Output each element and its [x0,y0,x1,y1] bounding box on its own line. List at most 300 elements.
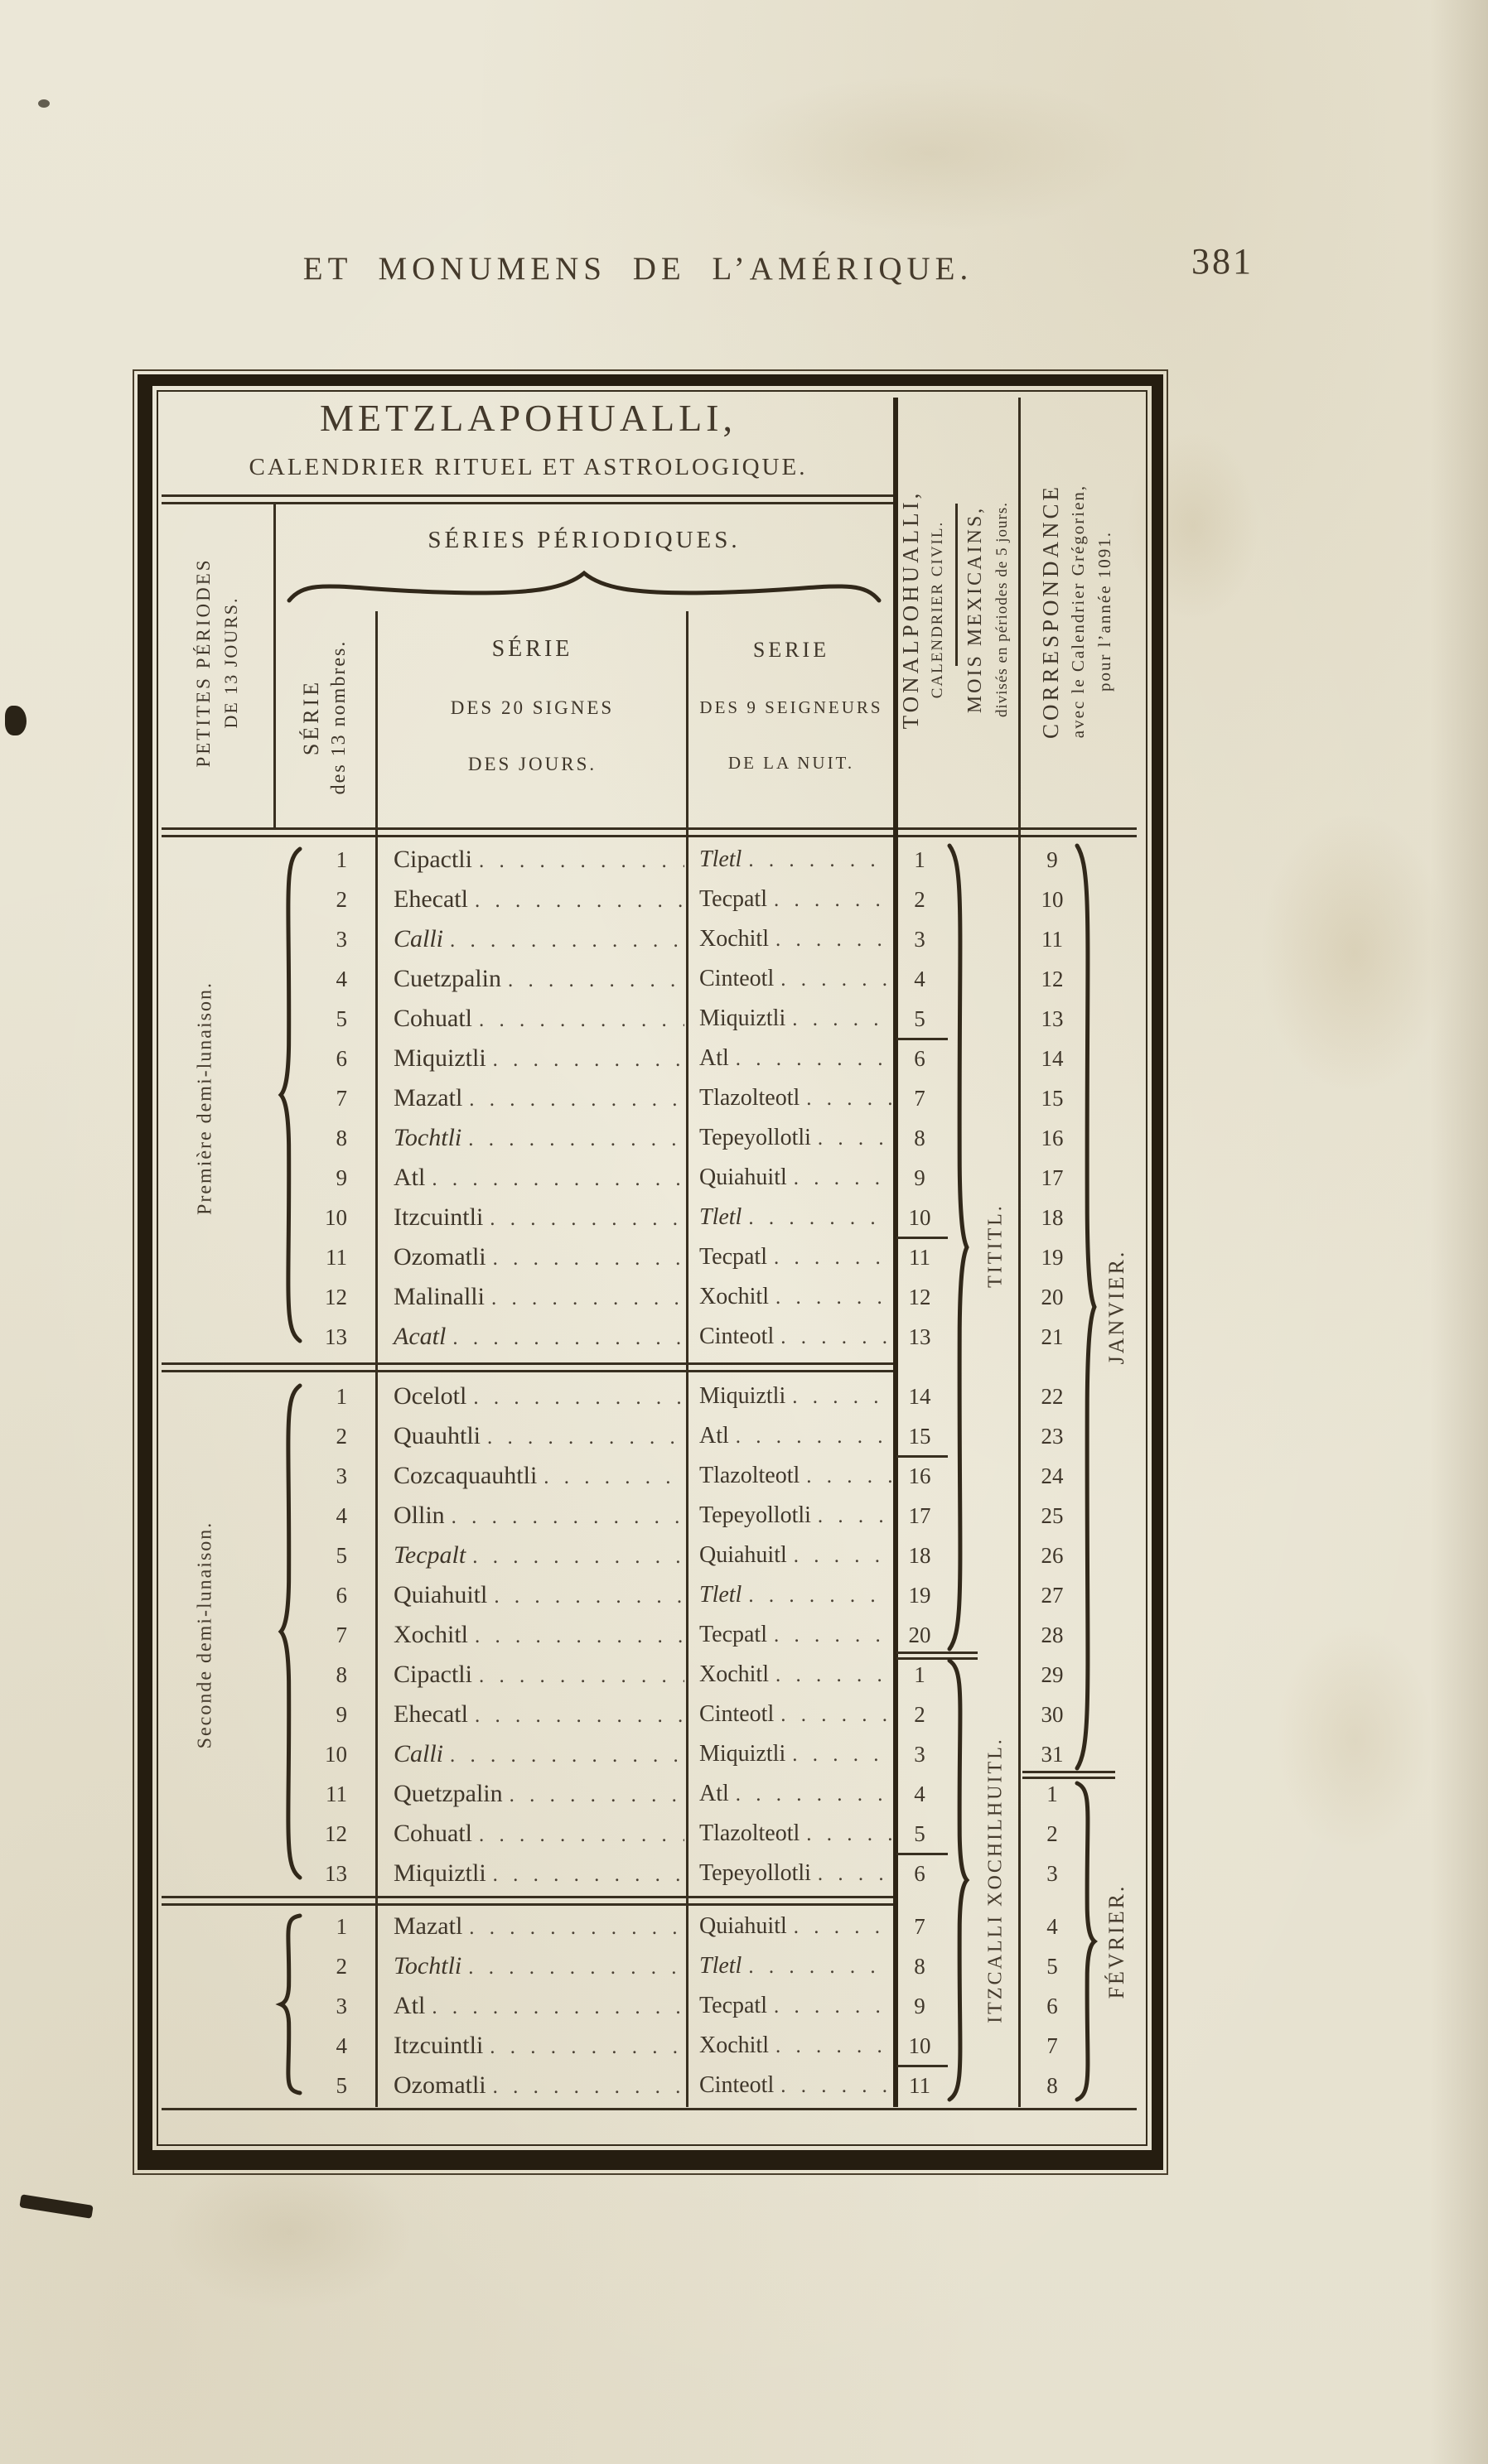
paper-stain [1276,1623,1433,1855]
night-lord-name: Tepeyollotli [699,1125,811,1150]
day-sign-name: Cozcaquauhtli [394,1462,538,1489]
table-row [162,1317,1137,1357]
day-sign-name: Malinalli [394,1283,485,1310]
demi-lunaison-cell [162,1946,273,1986]
civil-day-number: 8 [914,1953,925,1979]
dot-leader [493,1243,684,1271]
gregorian-day-number: 12 [1041,966,1064,991]
day-sign-name: Quiahuitl [394,1581,488,1608]
dot-leader [493,1859,684,1888]
demi-lunaison-cell [162,1496,273,1536]
gregorian-day-number: 4 [1046,1913,1058,1939]
day-number-cell: 9 [336,1164,347,1190]
dot-leader [736,1781,891,1807]
dot-leader [792,1383,891,1410]
dot-leader [475,885,684,914]
night-lord-cell [688,1118,895,1158]
civil-day-number: 11 [909,2072,930,2098]
table-row [162,1158,1137,1198]
paper-stain [713,75,1143,232]
ink-speck [19,2194,93,2219]
day-sign-cell [377,840,688,880]
night-lord-name: Quiahuitl [699,1164,787,1190]
day-sign-cell [377,1377,688,1416]
dot-leader [469,1084,684,1112]
day-sign-name: Cohuatl [394,1820,472,1847]
night-lord-cell [688,999,895,1039]
ink-speck [5,706,27,735]
night-lord-cell [688,1655,895,1695]
dot-leader [450,1740,684,1768]
night-lord-cell [688,1456,895,1496]
civil-day-number: 1 [914,1661,925,1687]
night-lord-cell [688,1317,895,1357]
dot-leader [748,846,891,873]
night-lord-cell [688,1158,895,1198]
table-row [162,1575,1137,1615]
gregorian-day-number: 26 [1041,1542,1064,1568]
demi-lunaison-cell [162,2066,273,2105]
col-header-tonalpohualli: TONALPOHUALLI, CALENDRIER CIVIL. [898,489,946,730]
table-row [162,880,1137,919]
dot-leader [450,925,684,953]
day-sign-name: Quauhtli [394,1422,481,1449]
dot-leader [794,1164,891,1191]
col-header-20-signes: SÉRIE DES 20 SIGNES DES JOURS. [450,636,615,774]
table-row [162,1615,1137,1655]
dot-leader [736,1045,891,1072]
gregorian-day-number: 23 [1041,1423,1064,1449]
night-lord-cell [688,2026,895,2066]
night-lord-cell [688,1039,895,1078]
gregorian-day-number: 28 [1041,1622,1064,1647]
day-sign-cell [377,1496,688,1536]
dot-leader [806,1085,891,1111]
gregorian-day-number: 7 [1046,2032,1058,2058]
day-sign-cell [377,1078,688,1118]
day-number-cell: 3 [336,1463,347,1488]
civil-day-number: 2 [914,1701,925,1727]
night-lord-name: Xochitl [699,926,769,952]
night-lord-name: Miquiztli [699,1005,786,1031]
dot-leader [736,1423,891,1449]
civil-day-number: 10 [908,2032,931,2058]
dot-leader [432,1992,684,2020]
dot-leader [544,1462,684,1490]
day-sign-name: Calli [394,925,444,952]
night-lord-name: Quiahuitl [699,1913,787,1939]
night-lord-cell [688,1198,895,1237]
table-row [162,2026,1137,2066]
demi-lunaison-cell [162,919,273,959]
day-number-cell: 2 [336,1953,347,1979]
day-sign-cell [377,919,688,959]
day-sign-name: Tochtli [394,1124,462,1151]
gregorian-day-number: 9 [1046,846,1058,872]
day-number-cell: 10 [325,1741,347,1767]
dot-leader [468,1952,684,1980]
dot-leader [748,1953,891,1979]
table-row [162,919,1137,959]
night-lord-cell [688,1377,895,1416]
night-lord-cell [688,880,895,919]
gregorian-day-number: 31 [1041,1741,1064,1767]
day-sign-name: Xochitl [394,1621,468,1648]
demi-lunaison-cell [162,1655,273,1695]
civil-day-number: 14 [908,1383,931,1409]
day-sign-name: Ehecatl [394,885,468,913]
night-lord-cell [688,1615,895,1655]
demi-lunaison-cell [162,1416,273,1456]
night-lord-name: Cinteotl [699,1324,775,1349]
table-subtitle: CALENDRIER RITUEL ET ASTROLOGIQUE. [249,454,808,480]
day-sign-cell [377,2026,688,2066]
day-sign-cell [377,1695,688,1734]
dot-leader [780,1324,891,1350]
dot-leader [491,1283,684,1311]
day-number-cell: 3 [336,926,347,952]
day-sign-name: Ozomatli [394,2071,486,2099]
gregorian-day-number: 10 [1041,886,1064,912]
dot-leader [780,1701,891,1728]
night-lord-name: Miquiztli [699,1741,786,1767]
night-lord-cell [688,1575,895,1615]
rule [162,494,895,497]
day-sign-name: Calli [394,1740,444,1767]
civil-day-number: 6 [914,1860,925,1886]
table-row [162,1695,1137,1734]
day-sign-cell [377,1734,688,1774]
rule [162,2108,1137,2110]
section-divider [162,1903,895,1906]
col-header-serie-13-nombres: SÉRIE des 13 nombres. [299,639,350,795]
civil-day-number: 2 [914,886,925,912]
civil-day-number: 3 [914,1741,925,1767]
day-sign-cell [377,1575,688,1615]
dot-leader [792,1005,891,1032]
day-number-cell: 1 [336,1913,347,1939]
gregorian-day-number: 1 [1046,1781,1058,1806]
night-lord-name: Tletl [699,846,742,872]
day-sign-name: Cipactli [394,1661,472,1688]
table-row [162,1377,1137,1416]
day-sign-name: Cohuatl [394,1005,472,1032]
day-sign-cell [377,1986,688,2026]
dot-leader [818,1125,891,1151]
gregorian-day-number: 5 [1046,1953,1058,1979]
section-divider [162,1362,895,1365]
dot-leader [452,1323,684,1351]
gregorian-day-number: 19 [1041,1244,1064,1270]
day-number-cell: 4 [336,2032,347,2058]
dot-leader [479,1005,684,1033]
dot-leader [479,1661,684,1689]
table-row [162,1416,1137,1456]
day-sign-name: Ozomatli [394,1243,486,1271]
brace-itzcalli-xochilhuitl [946,1658,969,2102]
day-number-cell: 7 [336,1622,347,1647]
day-sign-cell [377,1536,688,1575]
paper-stain [1259,812,1450,1093]
demi-lunaison-cell [162,1536,273,1575]
day-number-cell: 11 [326,1781,347,1806]
dot-leader [774,1622,891,1648]
demi-lunaison-cell [162,1774,273,1814]
demi-lunaison-cell [162,1814,273,1854]
table-row [162,1039,1137,1078]
day-sign-name: Atl [394,1992,426,2019]
day-sign-name: Ollin [394,1502,445,1529]
night-lord-name: Tletl [699,1582,742,1608]
table-row [162,1496,1137,1536]
day-sign-cell [377,1277,688,1317]
gregorian-day-number: 6 [1046,1993,1058,2018]
night-lord-cell [688,1907,895,1946]
civil-day-number: 19 [908,1582,931,1608]
series-periodiques-brace [286,570,882,605]
night-lord-cell [688,919,895,959]
day-sign-cell [377,1237,688,1277]
night-lord-cell [688,1946,895,1986]
gregorian-day-number: 27 [1041,1582,1064,1608]
night-lord-cell [688,1237,895,1277]
day-sign-cell [377,1456,688,1496]
dot-leader [775,1661,891,1688]
rule [162,835,1137,837]
day-sign-cell [377,2066,688,2105]
civil-day-number: 4 [914,1781,925,1806]
demi-lunaison-cell [162,1158,273,1198]
demi-lunaison-cell [162,2026,273,2066]
table-row [162,1655,1137,1695]
civil-day-number: 7 [914,1085,925,1111]
dot-leader [473,1382,684,1410]
demi-lunaison-cell [162,1377,273,1416]
night-lord-cell [688,1496,895,1536]
dot-leader [490,2032,684,2060]
demi-lunaison-cell [162,1237,273,1277]
gregorian-day-number: 18 [1041,1204,1064,1230]
night-lord-name: Xochitl [699,1284,769,1309]
day-number-cell: 2 [336,1423,347,1449]
demi-lunaison-cell [162,880,273,919]
dot-leader [469,1912,684,1941]
night-lord-name: Cinteotl [699,966,775,991]
day-number-cell: 5 [336,2072,347,2098]
demi-lunaison-cell [162,1317,273,1357]
table-title: METZLAPOHUALLI, [320,397,737,439]
dot-leader [494,1581,684,1609]
night-lord-name: Tepeyollotli [699,1860,811,1886]
night-lord-name: Cinteotl [699,1701,775,1727]
civil-day-number: 12 [908,1284,931,1309]
gregorian-day-number: 8 [1046,2072,1058,2098]
day-number-cell: 12 [325,1284,347,1309]
brace-janvier [1074,843,1097,1771]
dot-leader [472,1541,684,1570]
day-sign-cell [377,959,688,999]
dot-leader [452,1502,684,1530]
day-number-cell: 4 [336,966,347,991]
day-sign-name: Itzcuintli [394,2032,484,2059]
day-sign-name: Tochtli [394,1952,462,1979]
gregorian-day-number: 30 [1041,1701,1064,1727]
demi-lunaison-cell [162,1198,273,1237]
civil-day-number: 11 [909,1244,930,1270]
dot-leader [780,966,891,992]
night-lord-name: Tecpatl [699,1244,767,1270]
civil-day-number: 4 [914,966,925,991]
day-sign-name: Mazatl [394,1912,463,1940]
section-label-seconde: Seconde demi-lunaison. [194,1521,216,1749]
day-sign-name: Acatl [394,1323,447,1350]
night-lord-cell [688,2066,895,2105]
dot-leader [775,2032,891,2059]
gregorian-day-number: 21 [1041,1324,1064,1349]
day-sign-name: Cuetzpalin [394,965,501,992]
month-label-tititl: TITITL. [984,1203,1007,1288]
civil-day-number: 5 [914,1820,925,1846]
civil-day-number: 9 [914,1993,925,2018]
night-lord-name: Atl [699,1423,729,1449]
day-sign-cell [377,1946,688,1986]
day-sign-name: Miquiztli [394,1859,486,1887]
day-number-cell: 6 [336,1045,347,1071]
col-header-mois-mexicains: MOIS MEXICAINS, divisés en périodes de 5 jours. [964,501,1011,718]
dot-leader [774,1993,891,2019]
civil-day-number: 8 [914,1125,925,1150]
night-lord-name: Tlazolteotl [699,1820,800,1846]
day-number-cell: 5 [336,1005,347,1031]
demi-lunaison-cell [162,999,273,1039]
night-lord-cell [688,1734,895,1774]
section-divider [162,1370,895,1372]
night-lord-name: Atl [699,1781,729,1806]
demi-lunaison-cell [162,840,273,880]
dot-leader [818,1860,891,1887]
dot-leader [487,1422,684,1450]
demi-lunaison-cell [162,1615,273,1655]
civil-day-number: 17 [908,1502,931,1528]
dot-leader [774,886,891,913]
day-number-cell: 8 [336,1125,347,1150]
civil-day-number: 10 [908,1204,931,1230]
night-lord-name: Tletl [699,1204,742,1230]
night-lord-name: Tecpatl [699,886,767,912]
day-sign-cell [377,1854,688,1893]
day-sign-name: Quetzpalin [394,1780,503,1807]
day-sign-name: Tecpalt [394,1541,466,1569]
night-lord-cell [688,840,895,880]
night-lord-cell [688,1416,895,1456]
civil-day-number: 13 [908,1324,931,1349]
dot-leader [493,2071,684,2100]
gregorian-day-number: 24 [1041,1463,1064,1488]
table-row [162,959,1137,999]
day-sign-name: Ehecatl [394,1700,468,1728]
gregorian-day-number: 16 [1041,1125,1064,1150]
gregorian-day-number: 11 [1041,926,1063,952]
demi-lunaison-cell [162,1734,273,1774]
dot-leader [818,1502,891,1529]
demi-lunaison-cell [162,1118,273,1158]
night-lord-name: Cinteotl [699,2072,775,2098]
day-number-cell: 9 [336,1701,347,1727]
day-number-cell: 12 [325,1820,347,1846]
dot-leader [493,1044,684,1073]
day-sign-cell [377,1039,688,1078]
night-lord-name: Xochitl [699,2032,769,2058]
gregorian-day-number: 13 [1041,1005,1064,1031]
day-number-cell: 1 [336,1383,347,1409]
dot-leader [475,1700,684,1729]
dot-leader [806,1820,891,1847]
day-sign-cell [377,1655,688,1695]
table-row [162,840,1137,880]
night-lord-cell [688,1854,895,1893]
brace-troisieme-periode [278,1913,303,2095]
night-lord-name: Xochitl [699,1661,769,1687]
day-sign-cell [377,1158,688,1198]
civil-day-number: 9 [914,1164,925,1190]
dot-leader [780,2072,891,2099]
day-number-cell: 7 [336,1085,347,1111]
col-header-series-periodiques: SÉRIES PÉRIODIQUES. [428,527,741,553]
dot-leader [792,1741,891,1767]
rule [162,827,1137,830]
day-number-cell: 3 [336,1993,347,2018]
day-number-cell: 10 [325,1204,347,1230]
dot-leader [490,1203,684,1232]
night-lord-cell [688,1536,895,1575]
day-number-cell: 13 [325,1324,347,1349]
day-sign-cell [377,1118,688,1158]
demi-lunaison-cell [162,1575,273,1615]
night-lord-name: Miquiztli [699,1383,786,1409]
gregorian-day-number: 29 [1041,1661,1064,1687]
dot-leader [508,965,684,993]
month-label-fevrier: FÉVRIER. [1104,1883,1128,1999]
month-label-janvier: JANVIER. [1104,1249,1128,1365]
dot-leader [468,1124,684,1152]
day-sign-cell [377,880,688,919]
dot-leader [775,926,891,952]
day-sign-cell [377,1317,688,1357]
dot-leader [748,1582,891,1608]
day-sign-name: Cipactli [394,846,472,873]
night-lord-name: Tepeyollotli [699,1502,811,1528]
brace-fevrier [1074,1781,1097,2102]
civil-day-number: 3 [914,926,925,952]
table-row [162,1078,1137,1118]
gregorian-day-number: 3 [1046,1860,1058,1886]
demi-lunaison-cell [162,1695,273,1734]
dot-leader [432,1164,684,1192]
civil-day-number: 18 [908,1542,931,1568]
day-number-cell: 2 [336,886,347,912]
demi-lunaison-cell [162,1456,273,1496]
dot-leader [748,1204,891,1231]
day-sign-name: Mazatl [394,1084,463,1111]
day-sign-cell [377,1615,688,1655]
demi-lunaison-cell [162,1039,273,1078]
gregorian-day-number: 20 [1041,1284,1064,1309]
col-header-9-seigneurs: SERIE DES 9 SEIGNEURS DE LA NUIT. [699,638,883,773]
gregorian-day-number: 25 [1041,1502,1064,1528]
table-row [162,2066,1137,2105]
dot-leader [794,1542,891,1569]
page-gutter-shadow [1430,0,1488,2464]
